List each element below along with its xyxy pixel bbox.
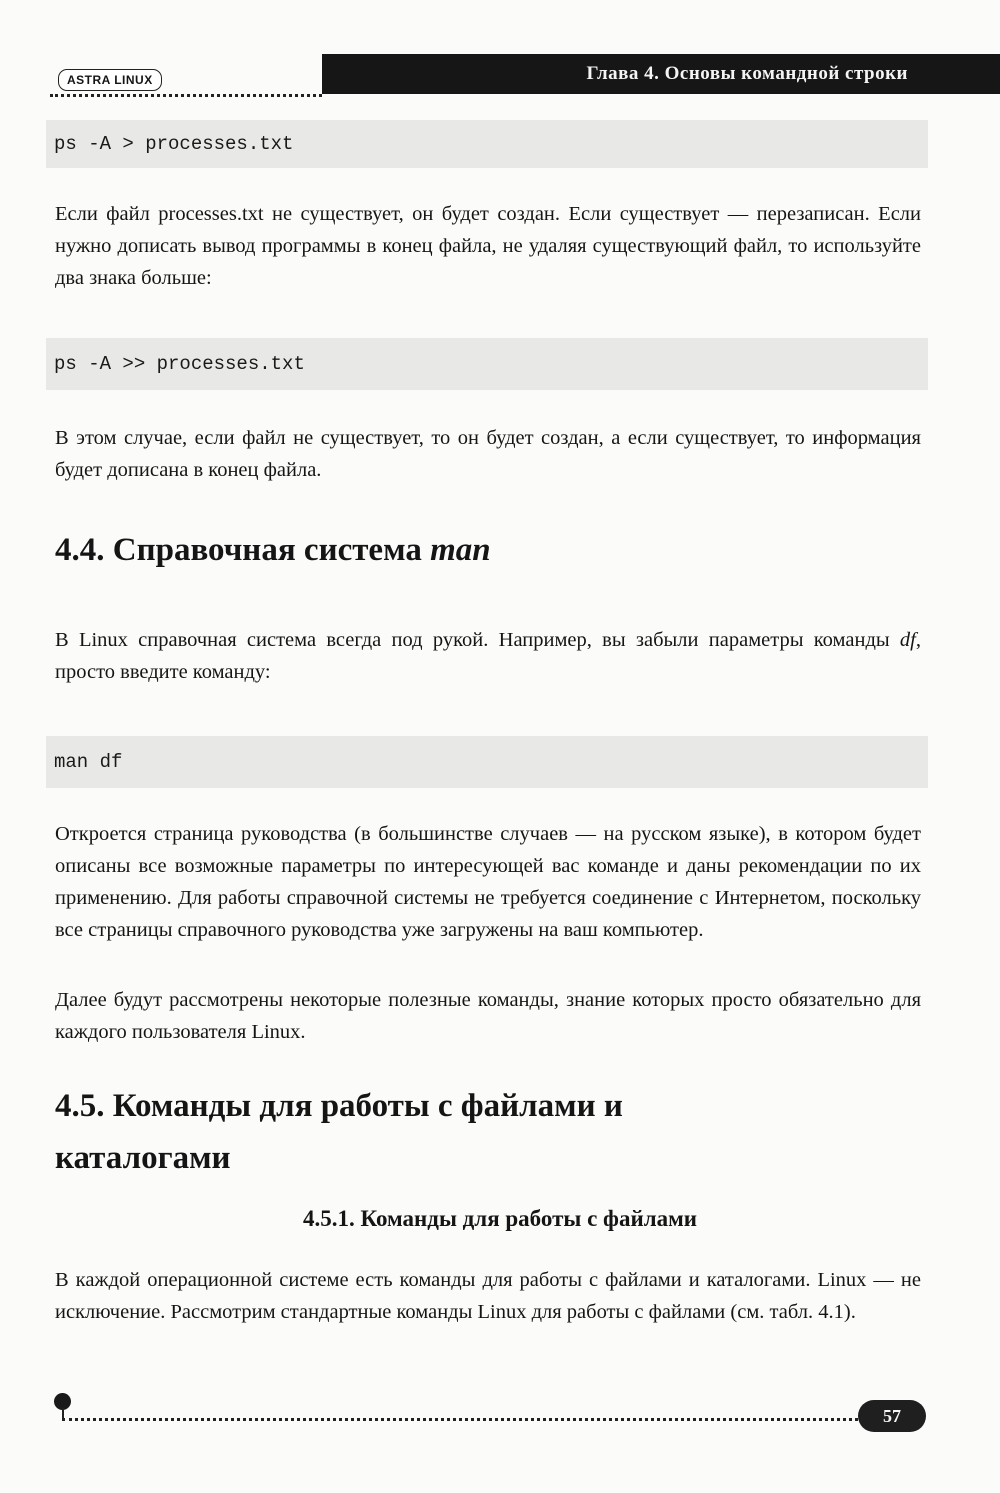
section-title: каталогами	[55, 1140, 231, 1176]
code-text: man df	[54, 751, 123, 773]
paragraph	[55, 1264, 921, 1328]
paragraph	[55, 984, 921, 1048]
paragraph-text: , просто введите команду:	[55, 629, 921, 683]
paragraph-text: Далее будут рассмотрены некоторые полезные команды, знание которых просто обязательно для каждого пользователя Linux.	[55, 989, 921, 1043]
paragraph-text: Откроется страница руководства (в большинстве случаев — на русском языке), в котором будет описаны все возможные параметры по интересующей вас команде и даны рекомендации по их применению. Для работы справочной системы не требуется соединение с Интернетом, поскольку все страницы справочного руководства уже загружены на ваш компьютер.	[55, 823, 921, 941]
footer-divider	[62, 1418, 858, 1421]
paragraph-text: В каждой операционной системе есть команды для работы с файлами и каталогами. Linux — не исключение. Рассмотрим стандартные команды Linux для работы с файлами (см. табл. 4.1).	[55, 1269, 921, 1323]
section-title: 4.4. Справочная система	[55, 532, 422, 568]
header-divider	[50, 94, 322, 97]
code-block	[46, 338, 928, 390]
code-block	[46, 120, 928, 168]
paragraph	[55, 818, 921, 946]
page-number	[858, 1400, 926, 1432]
astra-linux-logo: ASTRA LINUX	[58, 69, 162, 91]
chapter-header	[322, 54, 1000, 94]
code-block	[46, 736, 928, 788]
paragraph	[55, 422, 921, 486]
paragraph-text: Если файл processes.txt не существует, он будет создан. Если существует — перезаписан. Если нужно дописать вывод программы в конец файла, не удаляя существующий файл, то используйте два знака больше:	[55, 203, 921, 289]
section-heading	[55, 1080, 623, 1184]
subsection-heading: 4.5.1. Команды для работы с файлами	[302, 1206, 698, 1231]
code-text: ps -A > processes.txt	[54, 133, 294, 155]
paragraph	[55, 198, 921, 294]
paragraph	[55, 624, 921, 688]
section-title: 4.5. Команды для работы с файлами и	[55, 1088, 623, 1124]
chapter-title: Глава 4. Основы командной строки	[586, 63, 908, 84]
code-text: ps -A >> processes.txt	[54, 353, 305, 375]
command-name: df	[899, 629, 916, 651]
paragraph-text: В этом случае, если файл не существует, то он будет создан, а если существует, то информация будет дописана в конец файла.	[55, 427, 921, 481]
paragraph-text: В Linux справочная система всегда под рукой. Например, вы забыли параметры команды	[55, 629, 900, 651]
section-title-command: man	[430, 532, 491, 568]
page-number-text: 57	[883, 1405, 901, 1426]
section-heading	[55, 524, 491, 576]
